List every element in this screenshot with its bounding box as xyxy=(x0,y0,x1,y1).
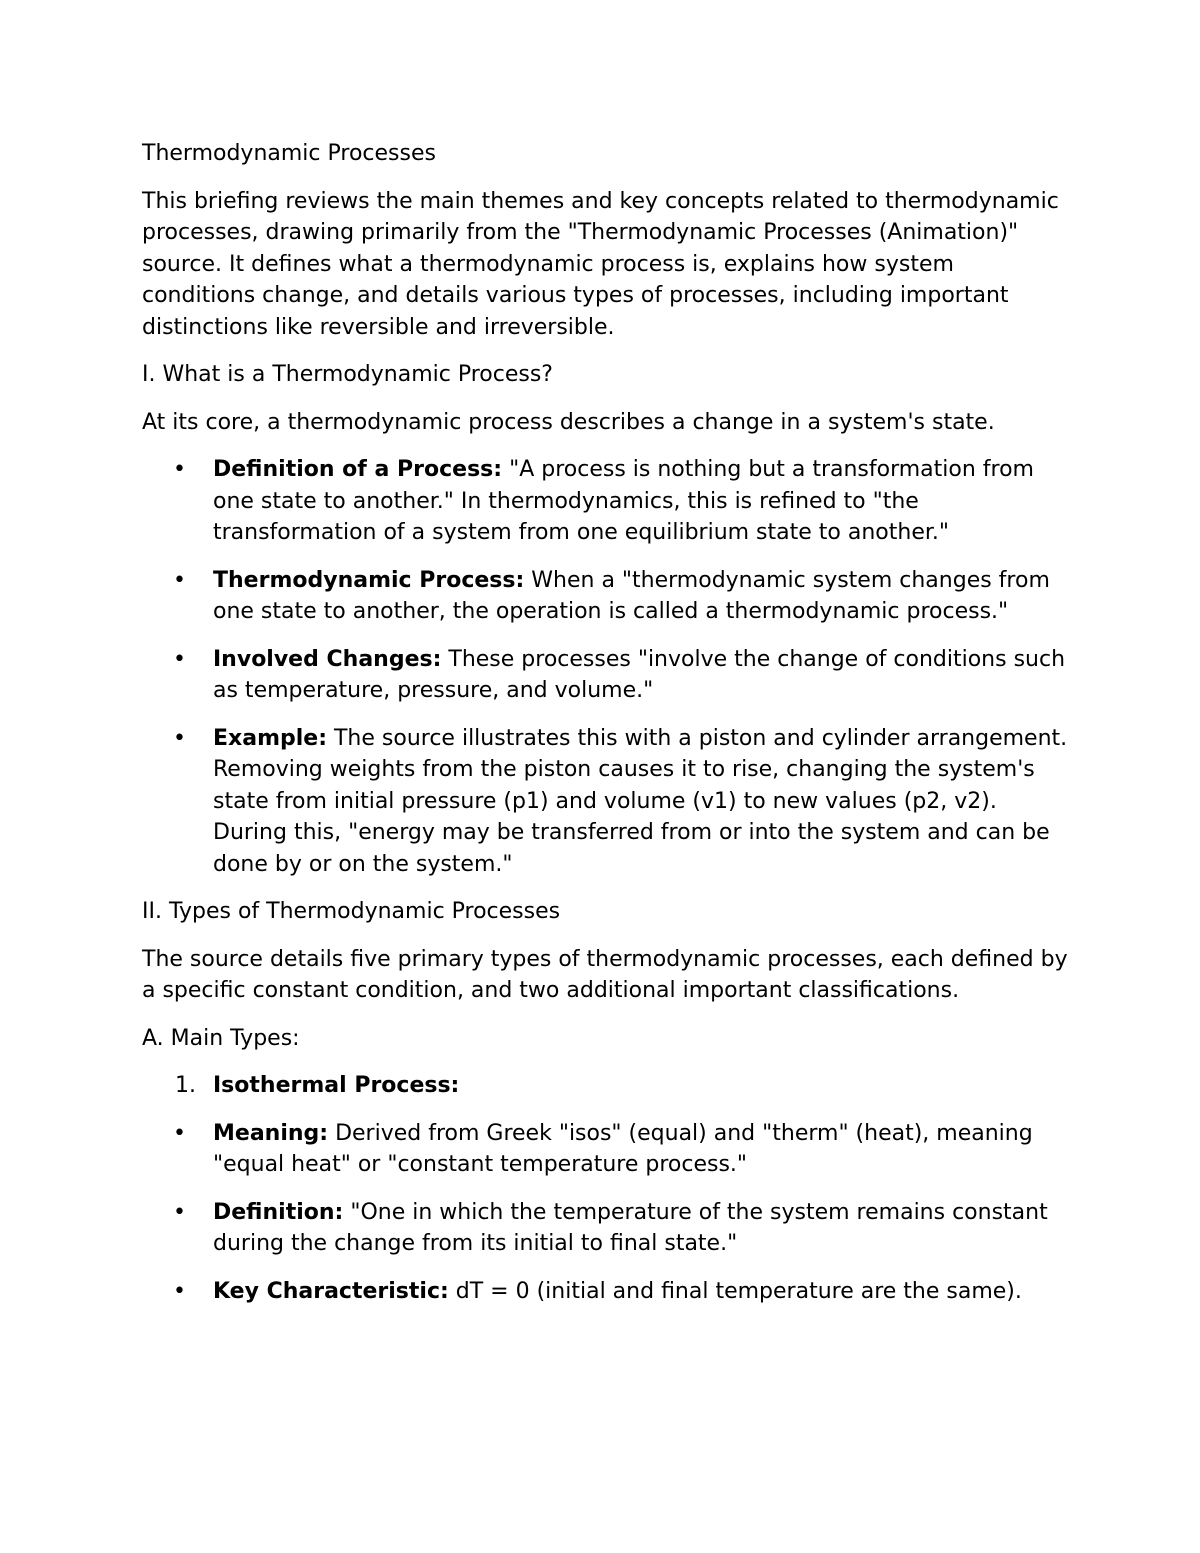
section-2-bullet-list xyxy=(142,1118,1072,1308)
bullet-icon: • xyxy=(173,1199,186,1225)
section-1-lead: At its core, a thermodynamic process describes a change in a system's state. xyxy=(142,409,995,435)
bullet-icon: • xyxy=(173,567,186,593)
list-item-text: "One in which the temperature of the system remains constant during the change from its initial to final state." xyxy=(213,1199,1048,1256)
list-item xyxy=(142,565,1072,628)
list-item xyxy=(142,454,1072,549)
intro-paragraph: This briefing reviews the main themes and key concepts related to thermodynamic processes, drawing primarily from the "Thermodynamic Processes (Animation)" source. It defines what a thermodynamic process is, explains how system conditions change, and details various types of processes, including important distinctions like reversible and irreversible. xyxy=(142,188,1059,340)
list-item-term: Involved Changes: xyxy=(213,646,442,672)
numbered-item xyxy=(142,1070,1072,1102)
list-item-term: Definition: xyxy=(213,1199,344,1225)
list-item-text: When a "thermodynamic system changes from one state to another, the operation is called a thermodynamic process." xyxy=(213,567,1050,624)
section-1-bullet-list xyxy=(142,454,1072,880)
list-item-term: Example: xyxy=(213,725,327,751)
list-item xyxy=(142,644,1072,707)
bullet-icon: • xyxy=(173,1278,186,1304)
list-item-term: Meaning: xyxy=(213,1120,329,1146)
section-2-numbered-list xyxy=(142,1070,1072,1102)
list-item-term: Thermodynamic Process: xyxy=(213,567,525,593)
list-item-text: The source illustrates this with a piston and cylinder arrangement. Removing weights from the piston causes it to rise, changing the system's state from initial pressure (p1) and volume (v1) to new values (p2, v2). During this, "energy may be transferred from or into the system and can be done by or on the system." xyxy=(213,725,1068,877)
section-2-heading: II. Types of Thermodynamic Processes xyxy=(142,899,561,924)
bullet-icon: • xyxy=(173,646,186,672)
list-item-term: Key Characteristic: xyxy=(213,1278,449,1304)
list-item-text: Derived from Greek "isos" (equal) and "therm" (heat), meaning "equal heat" or "constant temperature process." xyxy=(213,1120,1033,1177)
bullet-icon: • xyxy=(173,725,186,751)
list-item xyxy=(142,1276,1072,1308)
list-item xyxy=(142,1118,1072,1181)
section-2-lead: The source details five primary types of thermodynamic processes, each defined by a specific constant condition, and two additional important classifications. xyxy=(142,946,1068,1003)
list-item-text: "A process is nothing but a transformation from one state to another." In thermodynamics, this is refined to "the transformation of a system from one equilibrium state to another." xyxy=(213,457,1034,545)
list-item xyxy=(142,1197,1072,1260)
list-item-term: Definition of a Process: xyxy=(213,457,503,482)
bullet-icon: • xyxy=(173,457,186,482)
document-page xyxy=(142,138,1072,1323)
section-2-subheading: A. Main Types: xyxy=(142,1025,300,1051)
list-item-text: dT = 0 (initial and final temperature are the same). xyxy=(448,1278,1022,1304)
document-title: Thermodynamic Processes xyxy=(142,141,436,166)
bullet-icon: • xyxy=(173,1120,186,1146)
numbered-item-term: Isothermal Process: xyxy=(213,1073,460,1098)
section-1-heading: I. What is a Thermodynamic Process? xyxy=(142,362,553,387)
list-number: 1. xyxy=(175,1073,196,1098)
list-item-text: These processes "involve the change of conditions such as temperature, pressure, and volume." xyxy=(213,646,1066,703)
list-item xyxy=(142,723,1072,881)
